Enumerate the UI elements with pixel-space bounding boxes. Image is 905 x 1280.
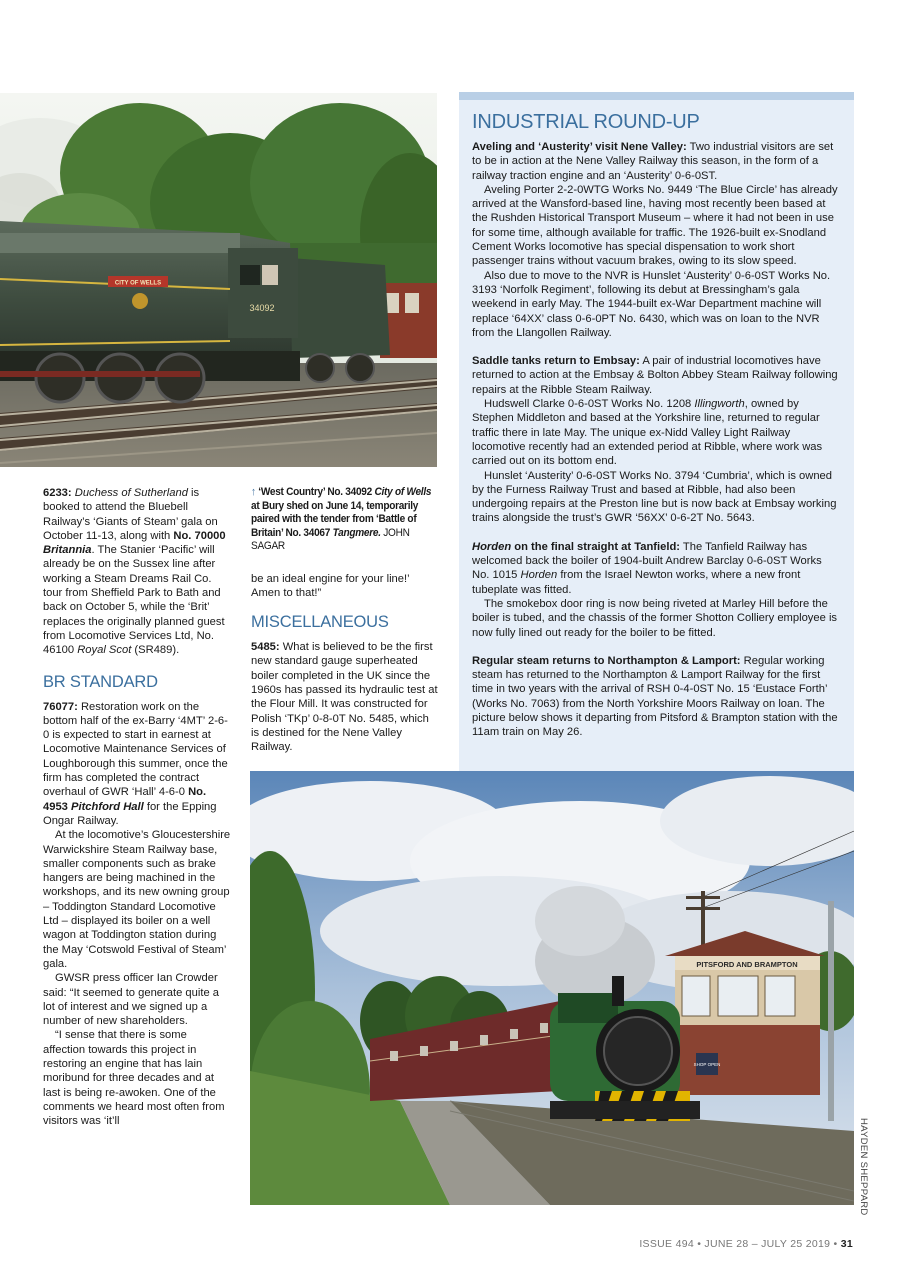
- photo-credit-text: HAYDEN SHEPPARD: [858, 1118, 869, 1216]
- duchess-bold: No. 70000: [173, 529, 226, 542]
- duchess-text3: (SR489).: [131, 644, 180, 657]
- section-horden: [472, 540, 840, 640]
- nene-lead: Aveling and ‘Austerity’ visit Nene Valley:: [472, 141, 687, 153]
- duchess-text1: is booked to attend the Bluebell Railway’s ‘Giants of Steam’ gala on October 11-13, along with: [43, 487, 218, 542]
- embsay-p1: A pair of industrial locomotives have returned to action at the Embsay & Bolton Abbey Steam Railway following repairs at the Ribble Steam Railway.: [472, 355, 838, 396]
- caption-arrow-icon: ↑: [251, 486, 256, 498]
- horden-lead-italic: Horden: [472, 540, 512, 553]
- box-top-bar: [459, 92, 854, 100]
- br-paragraph-1: [43, 700, 231, 829]
- left-column: [43, 486, 231, 1128]
- northampton-p1: Regular working steam has returned to the Northampton & Lamport Railway for the first time in two years with the arrival of RSH 0-4-0ST No. 15 ‘Eustace Forth’ (Works No. 7063) from the North Yorkshire Moors Railway on loan. The picture below shows it departing from Pitsford & Brampton station with the 11am train on May 26.: [472, 654, 838, 739]
- footer-dates: JUNE 28 – JULY 25 2019: [704, 1238, 831, 1250]
- caption-b: City of Wells: [374, 486, 432, 498]
- horden-p1c: from the Israel Newton works, where a new front tubeplate was fitted.: [472, 569, 801, 596]
- photo-saddle-tank-pitsford: [250, 771, 854, 1205]
- footer-issue: ISSUE 494: [639, 1238, 694, 1250]
- embsay-p2b: Illingworth: [694, 398, 745, 411]
- photo-credit-vertical: [857, 1118, 869, 1216]
- br-bold-italic: Pitchford Hall: [71, 800, 144, 813]
- nene-p1: Two industrial visitors are set to be in action at the Nene Valley Railway this season, in the form of a railway traction engine and an ‘Austerity’ 0-6-0ST.: [472, 141, 834, 182]
- footer-page-number: 31: [840, 1238, 853, 1250]
- station-sign-text: PITSFORD AND BRAMPTON: [696, 960, 798, 969]
- duchess-bold-italic: Britannia: [43, 544, 92, 557]
- loco-number: 34092: [249, 303, 275, 313]
- page-footer: ISSUE 494 • JUNE 28 – JULY 25 2019 • 31: [639, 1238, 853, 1250]
- nameplate-text: CITY OF WELLS: [114, 280, 162, 287]
- caption-a: ‘West Country’ No. 34092: [258, 486, 375, 498]
- section-northampton: [472, 654, 840, 740]
- duchess-italic2: Royal Scot: [77, 644, 132, 657]
- br-paragraph-3: GWSR press officer Ian Crowder said: “It seemed to generate quite a lot of interest and we signed up a number of new shareholders.: [43, 972, 220, 1028]
- caption-c: at Bury shed on June 14, temporarily paired with the tender from ‘Battle of Britain’ No. 34067: [251, 499, 419, 539]
- horden-lead-rest: on the final straight at Tanfield:: [511, 540, 681, 553]
- photo-caption: [251, 486, 438, 554]
- duchess-paragraph: [43, 486, 231, 658]
- section-nene-valley: [472, 140, 840, 340]
- embsay-p2a: Hudswell Clarke 0-6-0ST Works No. 1208: [484, 398, 695, 411]
- misc-paragraph: [251, 640, 439, 754]
- nene-p2: Aveling Porter 2-2-0WTG Works No. 9449 ‘The Blue Circle’ has already arrived at the Wansford-based line, having most recently been based at the Rushden Historical Transport Museum – where it had not been in use for some time, although available for traffic. The 1926-built ex-Snodland Cement Works locomotive has special dispensation to work short passenger trains without vacuum brakes, owing to its slow speed.: [472, 183, 838, 268]
- photo-bulleid-pacific: [0, 93, 437, 467]
- industrial-roundup-box: [459, 92, 854, 771]
- miscellaneous-heading: MISCELLANEOUS: [251, 613, 389, 632]
- embsay-p2c: , owned by Stephen Middleton and based at the Yorkshire line, returned to regular traffic there in late May. The unique ex-Nidd Valley Light Railway locomotive recently had an extended period at Ribble, where work was carried out on its bottom end.: [472, 398, 823, 468]
- caption-credit: JOHN SAGAR: [251, 526, 410, 552]
- misc-text: What is believed to be the first new standard gauge superheated boiler completed in the UK since the 1960s has passed its hydraulic test at the Flour Mill. It was constructed for Polish ‘TKp’ 0-8-0T No. 5485, which is destined for the Nene Valley Railway.: [251, 641, 438, 754]
- horden-p1a: The Tanfield Railway has welcomed back the boiler of 1904-built Andrew Barclay 0-6-0ST Works No. 1015: [472, 540, 822, 582]
- br-text1: Restoration work on the bottom half of the ex-Barry ‘4MT’ 2-6-0 is expected to start in earnest at Locomotive Maintenance Services of Loughborough this summer, once the firm has completed the contract overhaul of GWR ‘Hall’ 4-6-0: [43, 700, 228, 799]
- misc-lead: 5485:: [251, 641, 280, 654]
- industrial-title: INDUSTRIAL ROUND-UP: [472, 111, 700, 133]
- br-standard-heading: BR STANDARD: [43, 672, 158, 691]
- embsay-p3: Hunslet ‘Austerity’ 0-6-0ST Works No. 3794 ‘Cumbria’, which is owned by the Furness Railway Trust and based at Ribble, had also been undergoing repairs at the Preston line but is now back at Embsay working trains alongside the trust’s GWR ‘56XX’ 0-6-2T No. 5643.: [472, 469, 837, 525]
- caption-d: Tangmere.: [332, 526, 381, 539]
- br-lead: 76077:: [43, 700, 78, 713]
- duchess-name: Duchess of Sutherland: [74, 487, 188, 499]
- shop-sign-text: SHOP OPEN: [693, 1062, 721, 1067]
- section-embsay: [472, 354, 840, 526]
- nene-p3: Also due to move to the NVR is Hunslet ‘Austerity’ 0-6-0ST Works No. 3193 ‘Norfolk Regiment’, following its debut at Bressingham’s gala weekend in early May. The 1944-built ex-War Department machine will replace ‘64XX’ class 0-6-0PT No. 6430, which was on loan to the NVR from the Llangollen Railway.: [472, 269, 831, 339]
- middle-column: [251, 486, 439, 754]
- embsay-lead: Saddle tanks return to Embsay:: [472, 355, 640, 368]
- br-text2: for the Epping Ongar Railway.: [43, 800, 217, 827]
- horden-p2: The smokebox door ring is now being riveted at Marley Hill before the boiler is tubed, and the chassis of the former Shotton Colliery employee is now fully lined out ready for the boiler to be fitted.: [472, 597, 838, 639]
- horden-p1b: Horden: [520, 569, 558, 582]
- duchess-lead: 6233:: [43, 487, 72, 499]
- continued-text: be an ideal engine for your line!’ Amen to that!”: [251, 572, 410, 599]
- duchess-text2: . The Stanier ‘Pacific’ will already be on the Sussex line after working a Steam Dreams Rail Co. tour from Sheffield Park to Bath and back on October 5, while the ‘Brit’ replaces the originally planned guest from Locomotive Services Ltd, No. 46100: [43, 544, 225, 657]
- br-bold: No. 4953: [43, 786, 207, 813]
- northampton-lead: Regular steam returns to Northampton & Lamport:: [472, 654, 741, 667]
- br-paragraph-2: At the locomotive’s Gloucestershire Warwickshire Steam Railway base, smaller components such as brake hangers are being machined in the workshops, and its new owning group – Toddington Standard Locomotive Ltd – displayed its boiler on a well wagon at Toddington station during the May ‘Cotswold Festival of Steam’ gala.: [43, 829, 231, 970]
- br-paragraph-4: “I sense that there is some affection towards this project in restoring an engine that has lain moribund for three decades and at last is being re-awoken. One of the comments we heard most often from visitors was ‘it’ll: [43, 1029, 225, 1128]
